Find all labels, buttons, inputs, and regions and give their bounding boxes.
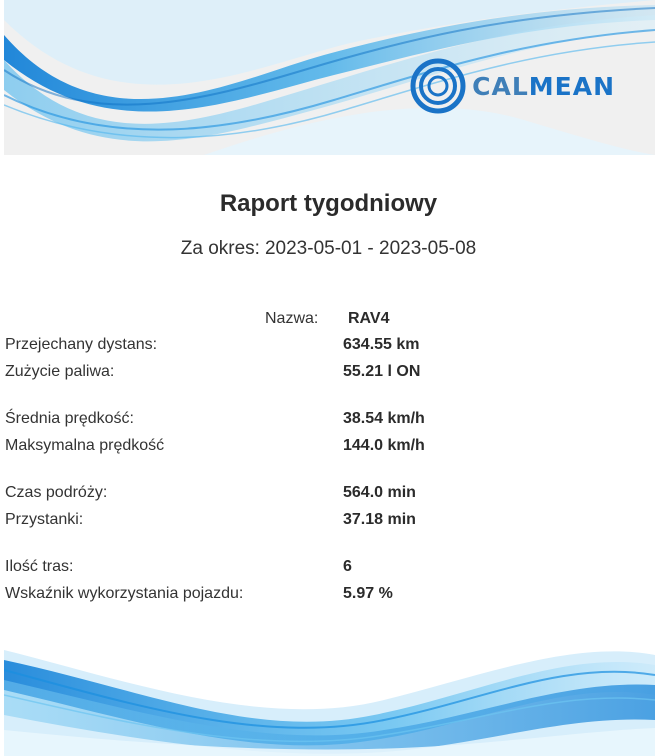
stat-label: Przejechany dystans: [5, 336, 158, 353]
page-title: Raport tygodniowy [219, 190, 438, 217]
brand-name-part2: MEAN [528, 71, 615, 101]
stat-label: Przystanki: [5, 511, 84, 528]
stat-row-avg-speed [0, 410, 657, 432]
stat-value: 55.21 l ON [343, 363, 421, 380]
stat-label: Wskaźnik wykorzystania pojazdu: [5, 585, 244, 602]
stat-label: Maksymalna prędkość [5, 437, 165, 454]
stat-value: 38.54 km/h [343, 410, 425, 427]
brand-name [472, 72, 615, 101]
stat-row-distance [0, 336, 657, 358]
stat-row-max-speed [0, 437, 657, 459]
stat-label: Ilość tras: [5, 558, 74, 575]
stat-row-fuel [0, 363, 657, 385]
brand-name-part1: CAL [472, 71, 529, 101]
stat-row-utilization [0, 585, 657, 607]
calmean-logo-icon [410, 58, 466, 114]
stat-label: Średnia prędkość: [5, 410, 134, 427]
stat-value: 564.0 min [343, 484, 416, 501]
stat-value: 6 [343, 558, 352, 575]
vehicle-name-label: Nazwa: [265, 310, 319, 327]
period-label: Za okres: [180, 238, 260, 259]
stat-label: Czas podróży: [5, 484, 108, 501]
stat-value: 5.97 % [343, 585, 393, 602]
stat-row-stops [0, 511, 657, 533]
stat-label: Zużycie paliwa: [5, 363, 115, 380]
vehicle-name-value: RAV4 [348, 310, 390, 327]
stat-value: 144.0 km/h [343, 437, 425, 454]
wave-decoration-bottom [4, 620, 655, 756]
stat-value: 634.55 km [343, 336, 420, 353]
stat-value: 37.18 min [343, 511, 416, 528]
header-banner [4, 0, 655, 155]
stat-row-routes [0, 558, 657, 580]
brand [410, 58, 615, 114]
period-value: 2023-05-01 - 2023-05-08 [264, 238, 477, 259]
report-period [0, 238, 657, 260]
stat-row-travel-time [0, 484, 657, 506]
footer-banner [4, 620, 655, 756]
